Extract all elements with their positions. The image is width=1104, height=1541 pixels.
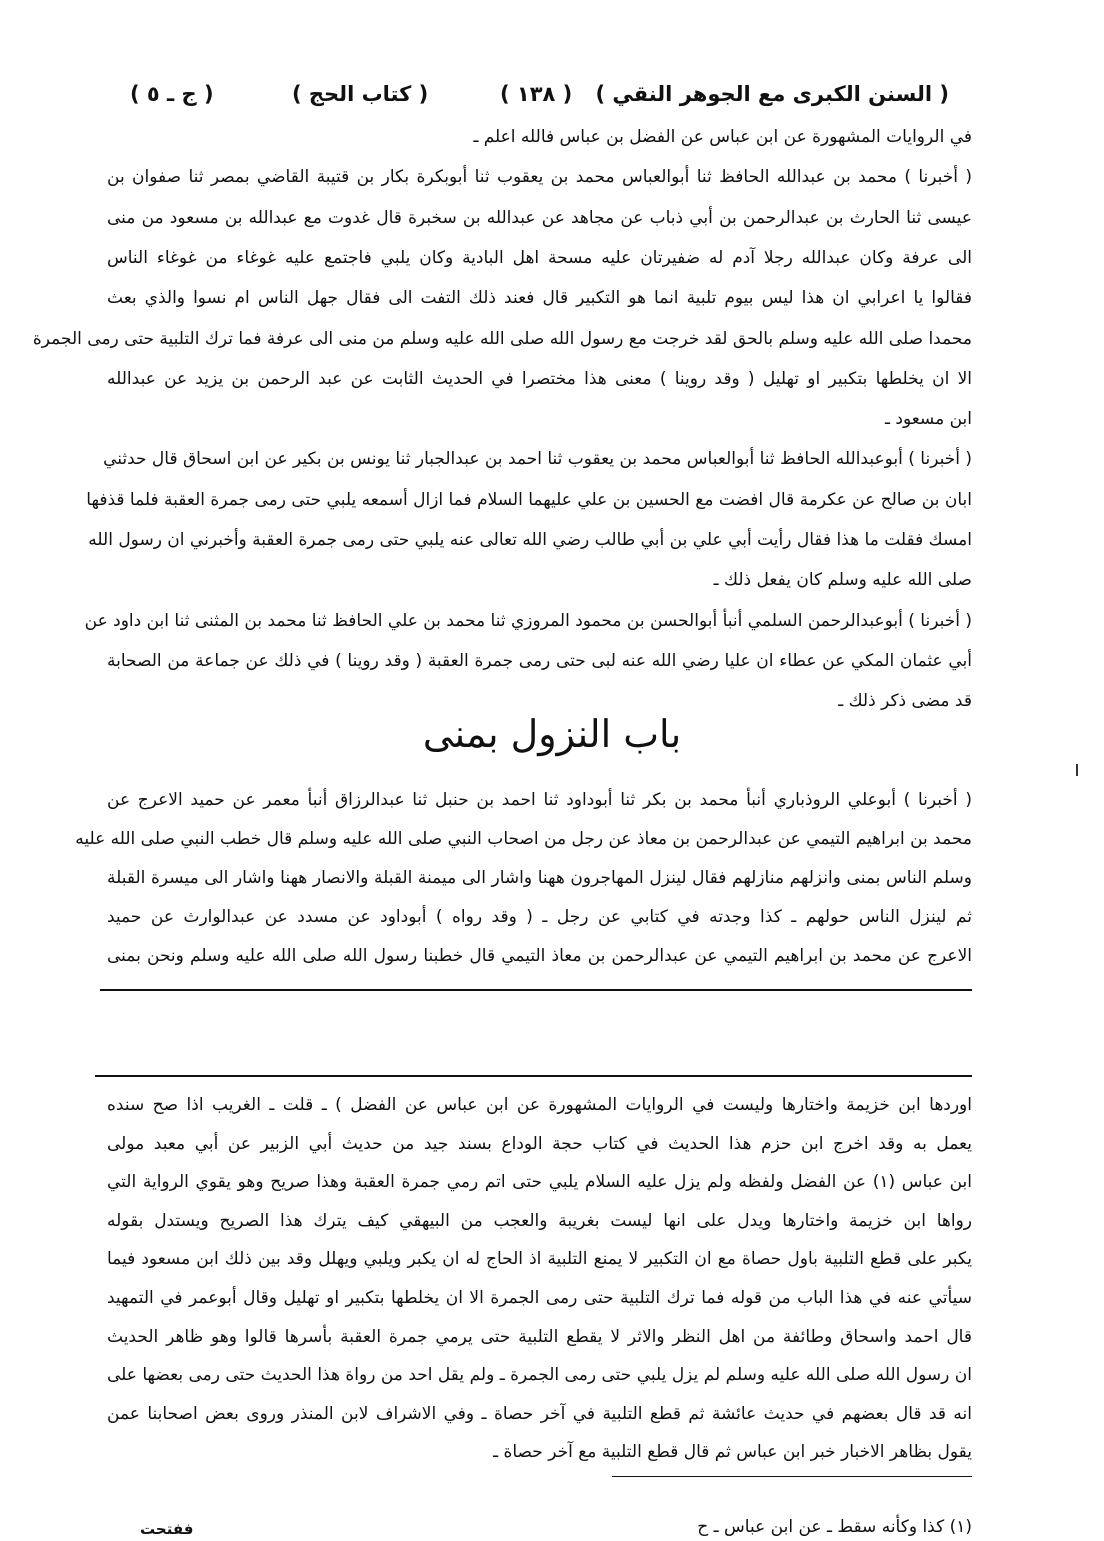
header-book-title: ( السنن الكبرى مع الجوهر النقي ) — [595, 82, 949, 106]
text-line: قال احمد واسحاق وطائفة من اهل النظر والاثر لا يقطع التلبية حتى يرمي جمرة العقبة بأسرها قالوا وهو ظاهر الحديث — [107, 1326, 972, 1347]
text-line: محمد بن ابراهيم التيمي عن عبدالرحمن بن معاذ عن رجل من اصحاب النبي صلى الله عليه وسلم قال خطب النبي صلى الله عليه — [75, 829, 972, 849]
text-line: يكبر على قطع التلبية باول حصاة مع ان التكبير لا يمنع التلبية اذ الحاج له ان يكبر ويلبي ويهلل وقد بين ذلك ابن مسعود فيما — [107, 1249, 972, 1270]
text-line: ( أخبرنا ) أبوعبدالرحمن السلمي أنبأ أبوالحسن بن محمود المروزي ثنا محمد بن علي الحافظ ثنا محمد بن المثنى ثنا ابن داود عن — [84, 610, 972, 631]
text-bottom-rule — [100, 989, 972, 991]
text-line: ( أخبرنا ) أبوعبدالله الحافظ ثنا أبوالعباس محمد بن يعقوب ثنا احمد بن عبدالجبار ثنا يونس بن بكير عن ابن اسحاق قال حدثني — [103, 449, 972, 470]
catchword: ففتحت — [140, 1520, 194, 1538]
text-line: ثم لينزل الناس حولهم ـ كذا وجدته في كتابي عن رجل ـ ( وقد رواه ) أبوداود عن مسدد عن عبدالوارث عن حميد — [107, 907, 972, 927]
text-line: ابان بن صالح عن عكرمة قال افضت مع الحسين بن علي عليهما السلام فما ازال أسمعه يلبي حتى رمى جمرة العقبة فلما قذفها — [86, 489, 972, 510]
text-line: انه قد قال بعضهم في حديث عائشة ثم قطع التلبية في آخر حصاة ـ وفي الاشراف لابن المنذر وروى بعض اصحابنا عمن — [107, 1403, 972, 1424]
text-line: اوردها ابن خزيمة واختارها وليست في الروايات المشهورة عن ابن عباس عن الفضل ) ـ قلت ـ الغريب اذا صح سنده — [107, 1095, 972, 1115]
text-line: محمدا صلى الله عليه وسلم بالحق لقد خرجت مع رسول الله صلى الله عليه وسلم من منى الى عرفة فما ترك التلبية حتى رمى الجمرة — [32, 328, 972, 349]
text-line: الاعرج عن محمد بن ابراهيم التيمي عن عبدالرحمن بن معاذ التيمي قال خطبنا رسول الله صلى الله عليه وسلم ونحن بمنى — [107, 946, 972, 966]
text-line: يقول بظاهر الاخبار خبر ابن عباس ثم قال قطع التلبية مع آخر حصاة ـ — [493, 1442, 972, 1463]
section-heading: باب النزول بمنى — [422, 712, 682, 756]
text-line: ابن مسعود ـ — [884, 409, 972, 430]
text-line: رواها ابن خزيمة واختارها ويدل على انها ليست بغريبة والعجب من البيهقي كيف يترك هذا الصريح ويستدل بقوله — [107, 1210, 972, 1231]
text-line: ( أخبرنا ) محمد بن عبدالله الحافظ ثنا أبوالعباس محمد بن يعقوب ثنا أبوبكرة بكار بن قتيبة القاضي بمصر ثنا صفوان بن — [107, 167, 972, 188]
header-volume: ( ج ـ ٥ ) — [130, 82, 214, 106]
text-line: وسلم الناس بمنى وانزلهم منازلهم فقال لينزل المهاجرون ههنا واشار الى ميمنة القبلة والانصار ههنا واشار الى ميسرة القبلة — [107, 868, 972, 888]
header-page-number: ( ١٣٨ ) — [500, 82, 573, 106]
text-line: فقالوا يا اعرابي ان هذا ليس بيوم تلبية انما هو التكبير قال فعند ذلك التفت الى فقال جهل الناس ام نسوا والذي بعث — [107, 288, 972, 309]
footnote-top-rule — [95, 1075, 972, 1077]
text-line: الا ان يخلطها بتكبير او تهليل ( وقد روينا ) معنى هذا مختصرا في الحديث الثابت عن عبد الرحمن بن يزيد عن عبدالله — [107, 368, 972, 389]
text-line: قد مضى ذكر ذلك ـ — [838, 691, 972, 712]
editor-note: (١) كذا وكأنه سقط ـ عن ابن عباس ـ ح — [697, 1517, 972, 1537]
text-line: يعمل به وقد اخرج ابن حزم هذا الحديث في كتاب حجة الوداع بسند جيد من حديث أبي الزبير عن أبي معبد مولى — [107, 1133, 972, 1154]
text-line: الى عرفة وكان عبدالله رجلا آدم له ضفيرتان عليه مسحة اهل البادية وكان يلبي فاجتمع عليه غوغاء من غوغاء الناس — [107, 247, 972, 268]
text-line: في الروايات المشهورة عن ابن عباس عن الفضل بن عباس فالله اعلم ـ — [473, 127, 972, 147]
text-line: ابن عباس (١) عن الفضل ولفظه ولم يزل عليه السلام يلبي حتى اتم رمي جمرة العقبة وهذا صريح وهو يقوي الرواية التي — [107, 1172, 972, 1193]
text-line: ( أخبرنا ) أبوعلي الروذباري أنبأ محمد بن بكر ثنا أبوداود ثنا احمد بن حنبل ثنا عبدالرزاق أنبأ معمر عن حميد الاعرج عن — [107, 790, 972, 810]
header-chapter: ( كتاب الحج ) — [292, 82, 429, 106]
text-line: صلى الله عليه وسلم كان يفعل ذلك ـ — [713, 570, 972, 591]
editor-note-rule — [612, 1476, 972, 1477]
text-line: عيسى ثنا الحارث بن عبدالرحمن بن أبي ذباب عن مجاهد عن عبدالله بن سخبرة قال غدوت مع عبدالله بن مسعود من منى — [107, 207, 972, 228]
text-line: ان رسول الله صلى الله عليه وسلم لم يزل يلبي حتى رمى الجمرة ـ ولم يقل احد من رواة هذا الحديث حتى رمى بعضها على — [107, 1365, 972, 1386]
text-line: أبي عثمان المكي عن عطاء ان عليا رضي الله عنه لبى حتى رمى جمرة العقبة ( وقد روينا ) في ذلك عن جماعة من الصحابة — [107, 650, 972, 671]
text-line: امسك فقلت ما هذا فقال رأيت أبي علي بن أبي طالب رضي الله تعالى عنه يلبي حتى رمى جمرة العقبة وأخبرني ان رسول الله — [88, 530, 972, 550]
text-line: سيأتي عنه في هذا الباب من قوله فما ترك التلبية حتى رمى الجمرة الا ان يخلطها بتكبير او تهليل وقال أبوعمر في التمهيد — [107, 1288, 972, 1308]
margin-mark — [1076, 764, 1078, 776]
